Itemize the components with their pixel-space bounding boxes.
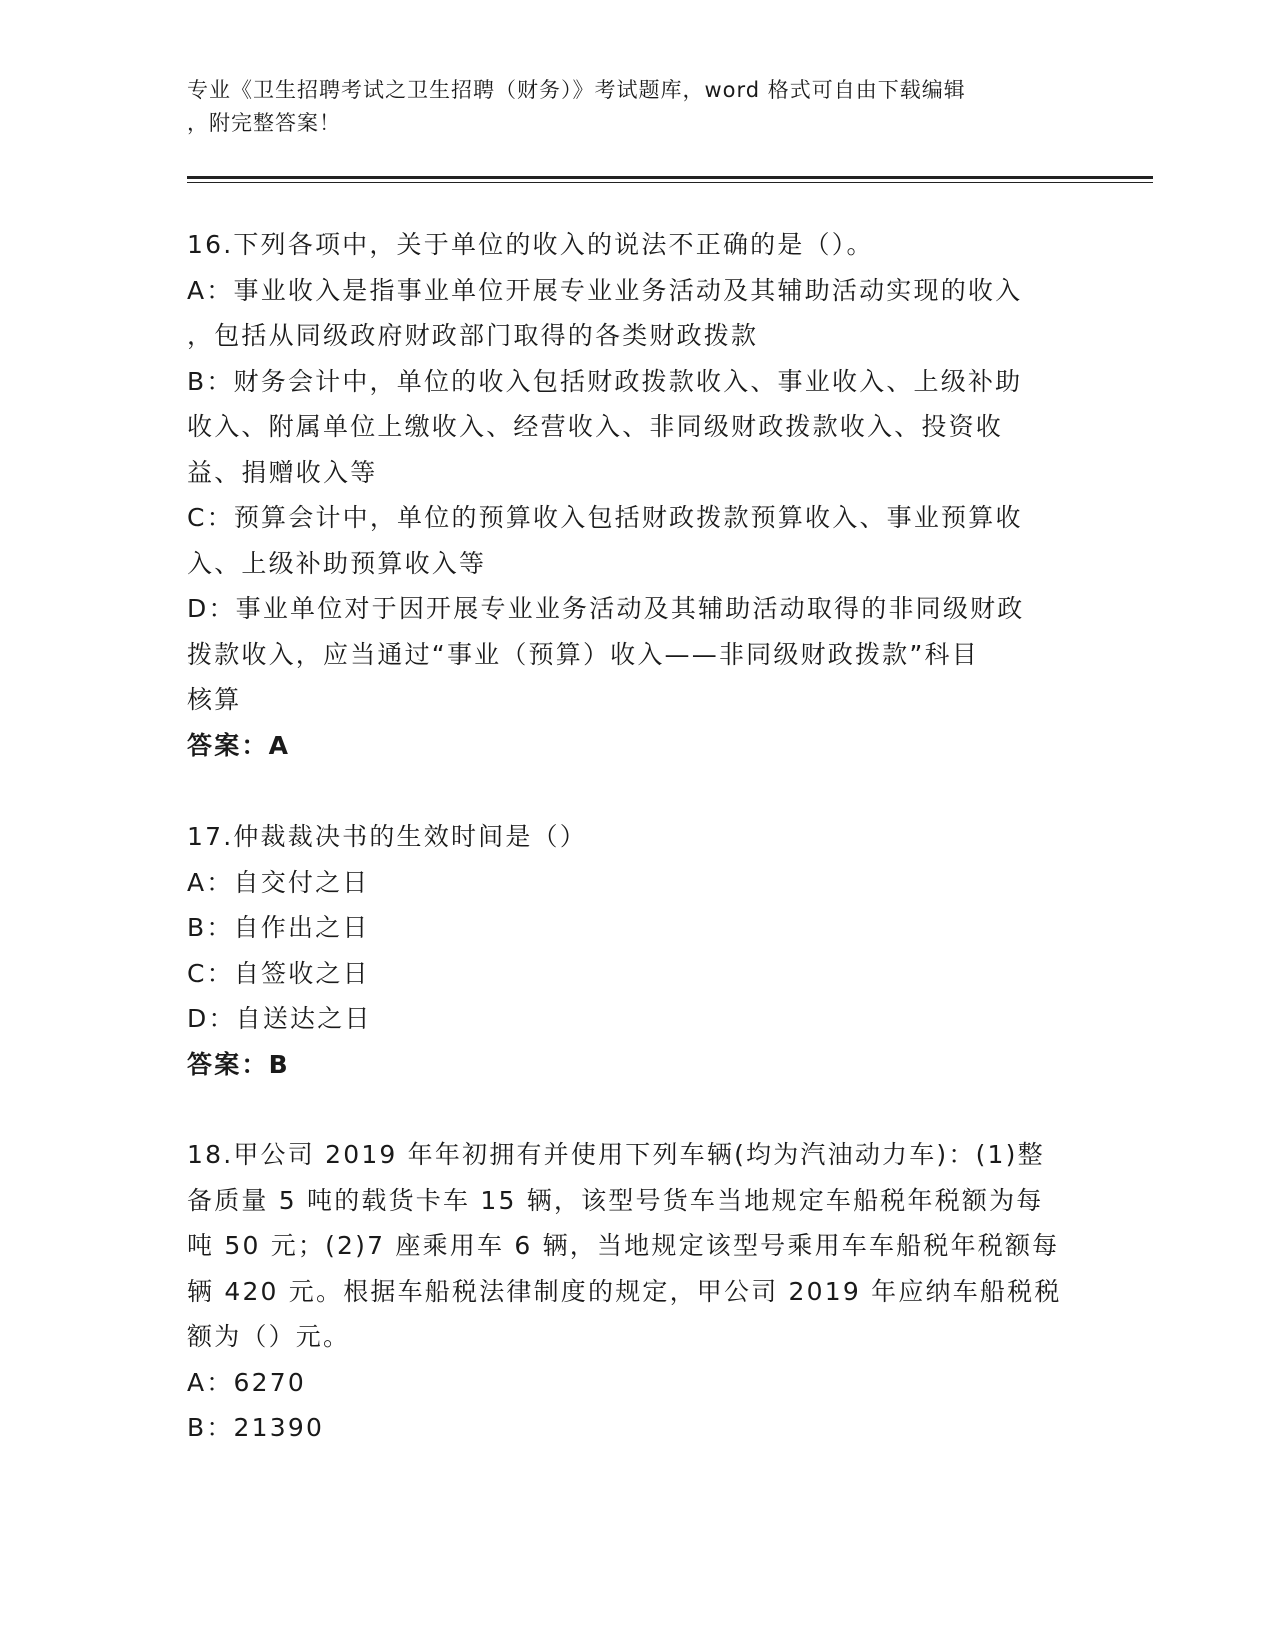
answer-label: 答案：B [187,1049,290,1079]
option-b: B：21390 [187,1413,325,1442]
question-17 [187,814,1087,1087]
question-stem: 18.甲公司 2019 年年初拥有并使用下列车辆(均为汽油动力车)：(1)整 [187,1140,1045,1169]
question-stem: 17.仲裁裁决书的生效时间是（） [187,822,587,851]
option-b: 收入、附属单位上缴收入、经营收入、非同级财政拨款收入、投资收 [187,412,1004,441]
header-line: ，附完整答案！ [187,111,341,135]
page-header [187,74,1067,140]
option-c: C：自签收之日 [187,958,370,988]
option-b: B：自作出之日 [187,913,370,942]
question-stem: 吨 50 元；(2)7 座乘用车 6 辆，当地规定该型号乘用车车船税年税额每 [187,1231,1060,1260]
option-c: 入、上级补助预算收入等 [187,548,487,578]
question-16 [187,222,1087,768]
option-a: A：6270 [187,1367,306,1397]
option-d: D：事业单位对于因开展专业业务活动及其辅助活动取得的非同级财政 [187,594,1025,623]
question-stem: 额为（）元。 [187,1322,351,1351]
header-divider [187,176,1153,179]
question-stem: 16.下列各项中，关于单位的收入的说法不正确的是（）。 [187,230,874,259]
option-b: B：财务会计中，单位的收入包括财政拨款收入、事业收入、上级补助 [187,366,1023,396]
option-b: 益、捐赠收入等 [187,457,378,487]
option-a: A：自交付之日 [187,867,370,897]
option-a: A：事业收入是指事业单位开展专业业务活动及其辅助活动实现的收入 [187,275,1023,305]
header-line: 专业《卫生招聘考试之卫生招聘（财务）》考试题库，word 格式可自由下载编辑 [187,78,966,102]
option-d: 拨款收入，应当通过“事业（预算）收入——非同级财政拨款”科目 [187,639,979,669]
header-divider-thin [187,182,1153,183]
question-stem: 辆 420 元。根据车船税法律制度的规定，甲公司 2019 年应纳车船税税 [187,1276,1062,1306]
option-a: ，包括从同级政府财政部门取得的各类财政拨款 [187,321,759,350]
question-18 [187,1132,1087,1451]
question-stem: 备质量 5 吨的载货卡车 15 辆，该型号货车当地规定车船税年税额为每 [187,1185,1044,1215]
answer-label: 答案：A [187,730,291,760]
option-d: 核算 [187,685,242,714]
option-d: D：自送达之日 [187,1004,372,1033]
option-c: C：预算会计中，单位的预算收入包括财政拨款预算收入、事业预算收 [187,503,1023,532]
